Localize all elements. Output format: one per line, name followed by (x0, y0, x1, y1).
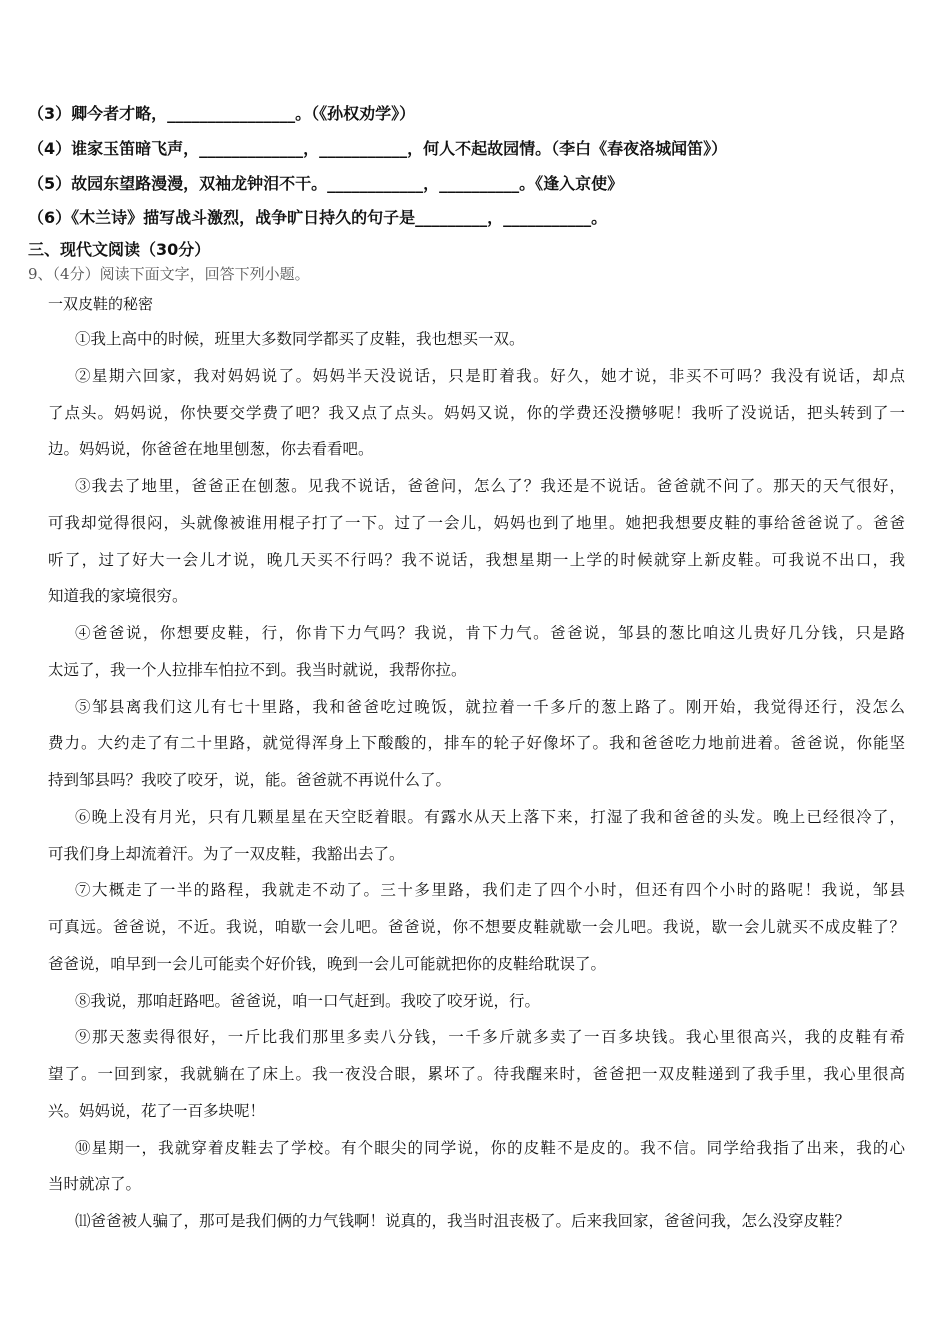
question-prompt: 9、（4分）阅读下面文字，回答下列小题。 (28, 265, 310, 283)
paragraph-line: 持到邹县吗？我咬了咬牙，说，能。爸爸就不再说什么了。 (48, 771, 452, 789)
paragraph-line: 爸爸说，咱早到一会儿可能卖个好价钱，晚到一会儿可能就把你的皮鞋给耽误了。 (48, 954, 607, 973)
paragraph-line: ⑾爸爸被人骗了，那可是我们俩的力气钱啊！说真的，我当时沮丧极了。后来我回家，爸爸问我，怎么没穿皮鞋？ (75, 1212, 851, 1230)
paragraph-line: 太远了，我一个人拉排车怕拉不到。我当时就说，我帮你拉。 (48, 660, 467, 679)
exercise-item: （3）卿今者才略，________________。（《孙权劝学》） (28, 104, 416, 123)
paragraph-line: ⑩星期一，我就穿着皮鞋去了学校。有个眼尖的同学说，你的皮鞋不是皮的。我不信。同学给我指了出来，我的心 (75, 1138, 905, 1157)
paragraph-line: ⑥晚上没有月光，只有几颗星星在天空眨着眼。有露水从天上落下来，打湿了我和爸爸的头发。晚上已经很冷了， (75, 807, 905, 826)
paragraph-line: ⑤邹县离我们这儿有七十里路，我和爸爸吃过晚饭，就拉着一千多斤的葱上路了。刚开始，我觉得还行，没怎么 (75, 697, 905, 716)
paragraph-line: ③我去了地里，爸爸正在刨葱。见我不说话，爸爸问，怎么了？我还是不说话。爸爸就不问了。那天的天气很好， (75, 477, 905, 495)
exercise-item: （6）《木兰诗》描写战斗激烈，战争旷日持久的句子是_________，___________。 (28, 208, 608, 227)
paragraph-line: 听了，过了好大一会儿才说，晚几天买不行吗？我不说话，我想星期一上学的时候就穿上新皮鞋。可我说不出口，我 (48, 550, 905, 569)
paragraph-line: 可我却觉得很闷，头就像被谁用棍子打了一下。过了一会儿，妈妈也到了地里。她把我想要皮鞋的事给爸爸说了。爸爸 (48, 513, 905, 532)
paragraph-line: ⑦大概走了一半的路程，我就走不动了。三十多里路，我们走了四个小时，但还有四个小时的路呢！我说，邹县 (75, 881, 905, 900)
paragraph-line: 兴。妈妈说，花了一百多块呢！ (48, 1101, 266, 1120)
paragraph-line: 边。妈妈说，你爸爸在地里刨葱，你去看看吧。 (48, 440, 374, 459)
article-body (48, 321, 905, 1240)
paragraph-line: 可真远。爸爸说，不近。我说，咱歇一会儿吧。爸爸说，你不想要皮鞋就歇一会儿吧。我说，歇一会儿就买不成皮鞋了？ (48, 918, 905, 936)
paragraph-line: 知道我的家境很穷。 (48, 587, 188, 606)
article-title: 一双皮鞋的秘密 (48, 295, 154, 313)
paragraph-line: ⑨那天葱卖得很好，一斤比我们那里多卖八分钱，一千多斤就多卖了一百多块钱。我心里很高兴，我的皮鞋有希 (75, 1028, 905, 1047)
paragraph-line: ④爸爸说，你想要皮鞋，行，你肯下力气吗？我说，肯下力气。爸爸说，邹县的葱比咱这儿贵好几分钱，只是路 (75, 624, 905, 642)
exercise-item: （4）谁家玉笛暗飞声，_____________，___________，何人不起故园情。（李白《春夜洛城闻笛》） (28, 139, 728, 158)
paragraph-line: 了点头。妈妈说，你快要交学费了吧？我又点了点头。妈妈又说，你的学费还没攒够呢！我听了没说话，把头转到了一 (48, 403, 905, 422)
exercise-item: （5）故园东望路漫漫，双袖龙钟泪不干。____________，__________。《逢入京使》 (28, 174, 624, 193)
section-heading: 三、现代文阅读（30分） (28, 240, 211, 259)
paragraph-line: 费力。大约走了有二十里路，就觉得浑身上下酸酸的，排车的轮子好像坏了。我和爸爸吃力地前进着。爸爸说，你能坚 (48, 734, 905, 753)
paragraph-line: ①我上高中的时候，班里大多数同学都买了皮鞋，我也想买一双。 (75, 330, 525, 348)
paragraph-line: 望了。一回到家，我就躺在了床上。我一夜没合眼，累坏了。待我醒来时，爸爸把一双皮鞋递到了我手里，我心里很高 (48, 1065, 905, 1083)
paragraph-line: ⑧我说，那咱赶路吧。爸爸说，咱一口气赶到。我咬了咬牙说，行。 (75, 991, 541, 1010)
paragraph-line: 当时就凉了。 (48, 1175, 142, 1194)
paragraph-line: 可我们身上却流着汗。为了一双皮鞋，我豁出去了。 (48, 844, 405, 863)
paragraph-line: ②星期六回家，我对妈妈说了。妈妈半天没说话，只是盯着我。好久，她才说，非买不可吗？我没有说话，却点 (75, 366, 905, 385)
